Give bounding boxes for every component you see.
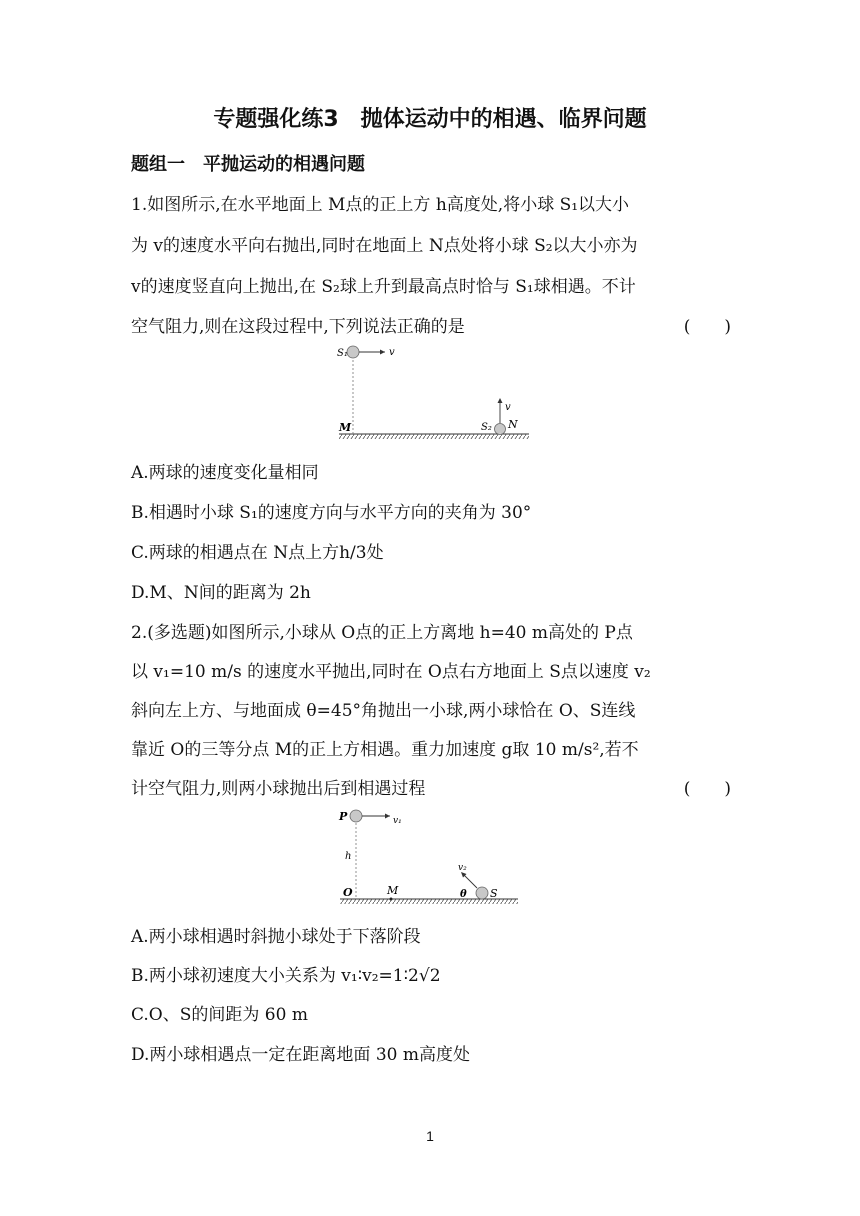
q1-label-v-h: v xyxy=(389,347,395,358)
q1-label-n: N xyxy=(508,418,518,431)
q2-label-m: M xyxy=(387,884,399,897)
q1-option-a: A.两球的速度变化量相同 xyxy=(131,463,319,483)
page-title: 专题强化练3 抛体运动中的相遇、临界问题 xyxy=(213,107,647,132)
q1-option-b: B.相遇时小球 S₁的速度方向与水平方向的夹角为 30° xyxy=(131,503,532,523)
q1-line4 xyxy=(131,312,731,337)
q2-arrowhead-v1 xyxy=(385,814,390,819)
q1-ball-s1 xyxy=(347,346,359,358)
q2-point-m xyxy=(390,898,393,901)
q2-label-p: P xyxy=(339,810,348,823)
q1-label-s1: S₁ xyxy=(337,348,348,359)
q2-option-b: B.两小球初速度大小关系为 v₁∶v₂=1∶2√2 xyxy=(131,966,441,986)
q1-diagram xyxy=(333,340,533,440)
q2-label-s: S xyxy=(490,887,498,900)
q2-line1: 2.(多选题)如图所示,小球从 O点的正上方离地 h=40 m高处的 P点 xyxy=(131,623,633,643)
q2-ball-s xyxy=(476,887,488,899)
q2-label-theta: θ xyxy=(460,889,467,900)
q1-arrowhead-vertical xyxy=(498,398,503,403)
q1-arrowhead-horizontal xyxy=(380,350,385,355)
q2-line5-text: 计空气阻力,则两小球抛出后到相遇过程 xyxy=(131,779,426,799)
q2-line3: 斜向左上方、与地面成 θ=45°角抛出一小球,两小球恰在 O、S连线 xyxy=(131,701,636,721)
q2-option-c: C.O、S的间距为 60 m xyxy=(131,1005,308,1025)
q1-line1: 1.如图所示,在水平地面上 M点的正上方 h高度处,将小球 S₁以大小 xyxy=(131,195,630,215)
q1-ball-s2 xyxy=(495,424,506,435)
q1-option-d: D.M、N间的距离为 2h xyxy=(131,583,311,603)
q1-label-v-v: v xyxy=(505,402,511,413)
q2-answer-bracket: ( ) xyxy=(683,779,731,799)
q1-label-m: M xyxy=(339,421,352,434)
q2-label-v2: v₂ xyxy=(458,863,467,873)
q1-line2: 为 v的速度水平向右抛出,同时在地面上 N点处将小球 S₂以大小亦为 xyxy=(131,236,638,256)
q1-line3: v的速度竖直向上抛出,在 S₂球上升到最高点时恰与 S₁球相遇。不计 xyxy=(131,277,636,297)
page-number: 1 xyxy=(426,1128,434,1144)
q1-label-s2: S₂ xyxy=(481,422,492,433)
q1-answer-bracket: ( ) xyxy=(683,317,731,337)
q1-option-c: C.两球的相遇点在 N点上方h/3处 xyxy=(131,543,384,563)
q2-label-v1: v₁ xyxy=(393,816,402,826)
q2-label-h: h xyxy=(345,851,352,862)
q2-diagram xyxy=(334,806,524,910)
q2-line5 xyxy=(131,774,731,799)
q2-line2: 以 v₁=10 m/s 的速度水平抛出,同时在 O点右方地面上 S点以速度 v₂ xyxy=(131,662,651,682)
q1-line4-text: 空气阻力,则在这段过程中,下列说法正确的是 xyxy=(131,317,465,337)
q2-ball-p xyxy=(350,810,362,822)
q2-option-a: A.两小球相遇时斜抛小球处于下落阶段 xyxy=(131,927,421,947)
q2-line4: 靠近 O的三等分点 M的正上方相遇。重力加速度 g取 10 m/s²,若不 xyxy=(131,740,639,760)
q2-label-o: O xyxy=(343,886,353,899)
q2-option-d: D.两小球相遇点一定在距离地面 30 m高度处 xyxy=(131,1045,470,1065)
section-heading: 题组一 平抛运动的相遇问题 xyxy=(131,154,365,175)
q2-arrow-v2 xyxy=(463,874,477,888)
